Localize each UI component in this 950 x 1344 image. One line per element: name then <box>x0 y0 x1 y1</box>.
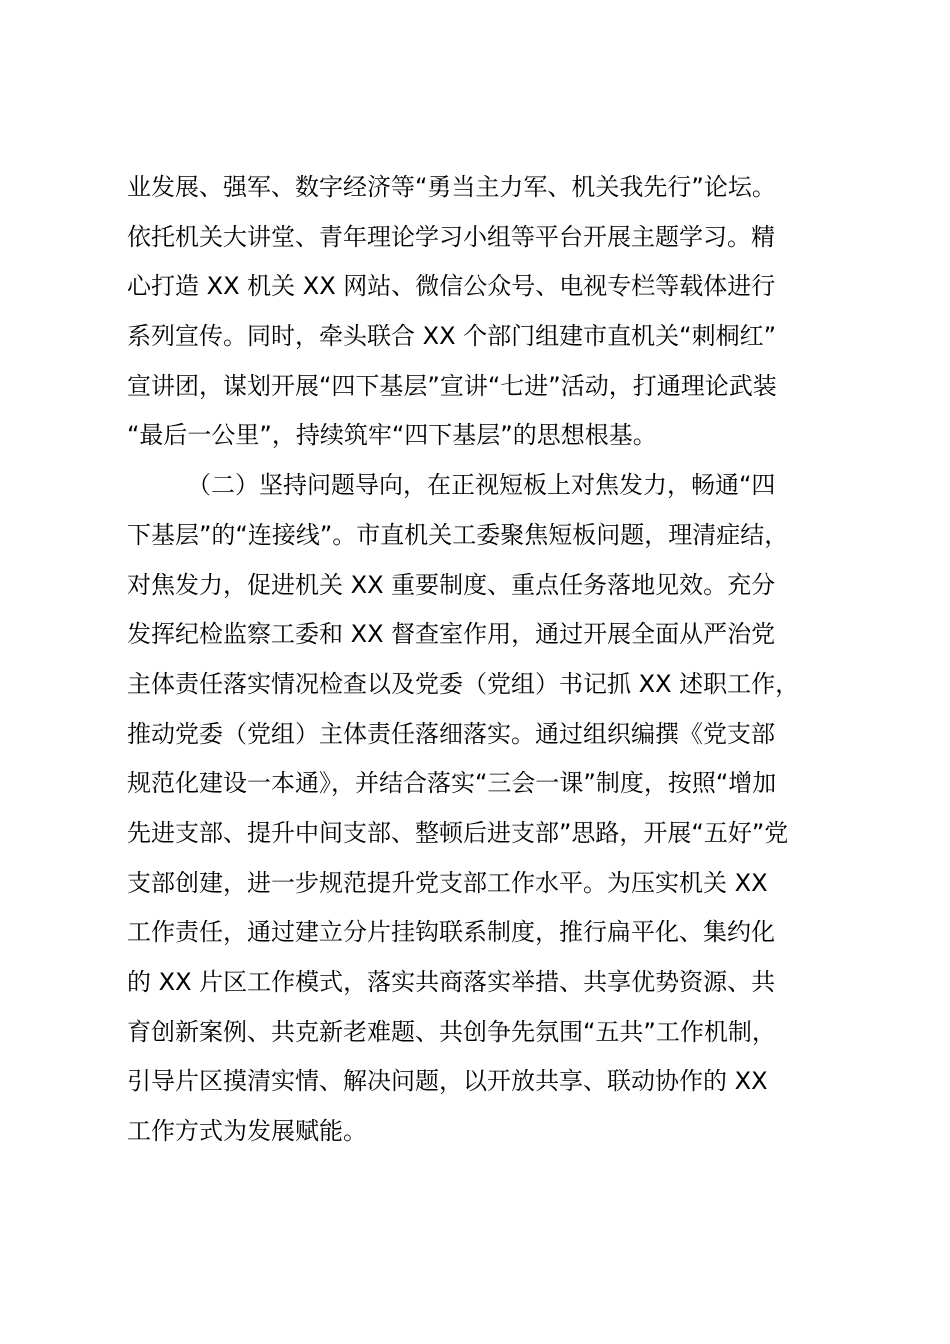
paragraph-2-line: 推动党委（党组）主体责任落细落实。通过组织编撰《党支部 <box>127 719 775 748</box>
paragraph-2-line: 发挥纪检监察工委和 XX 督查室作用，通过开展全面从严治党 <box>127 620 776 649</box>
paragraph-1-line: 业发展、强军、数字经济等“勇当主力军、机关我先行”论坛。 <box>127 173 776 201</box>
paragraph-1-line: 宣讲团，谋划开展“四下基层”宣讲“七进”活动，打通理论武装 <box>127 371 777 400</box>
paragraph-2 <box>127 461 847 1157</box>
paragraph-2-line: （二）坚持问题导向，在正视短板上对焦发力，畅通“四 <box>187 471 776 500</box>
paragraph-2-line: 工作责任，通过建立分片挂钩联系制度，推行扁平化、集约化 <box>127 918 775 947</box>
paragraph-1-line: 系列宣传。同时，牵头联合 XX 个部门组建市直机关“刺桐红” <box>127 322 777 351</box>
paragraph-2-line: 先进支部、提升中间支部、整顿后进支部”思路，开展“五好”党 <box>127 818 789 847</box>
paragraph-2-line: 工作方式为发展赋能。 <box>127 1117 367 1146</box>
document-body <box>127 163 847 1157</box>
paragraph-1-line: 心打造 XX 机关 XX 网站、微信公众号、电视专栏等载体进行 <box>127 272 776 301</box>
paragraph-1-line: “最后一公里”，持续筑牢“四下基层”的思想根基。 <box>127 421 657 450</box>
paragraph-1 <box>127 163 847 461</box>
paragraph-2-line: 主体责任落实情况检查以及党委（党组）书记抓 XX 述职工作， <box>127 669 800 698</box>
paragraph-2-line: 的 XX 片区工作模式，落实共商落实举措、共享优势资源、共 <box>127 968 776 996</box>
paragraph-2-line: 育创新案例、共克新老难题、共创争先氛围“五共”工作机制， <box>127 1017 776 1046</box>
paragraph-2-line: 支部创建，进一步规范提升党支部工作水平。为压实机关 XX <box>127 868 768 897</box>
paragraph-2-line: 规范化建设一本通》，并结合落实“三会一课”制度，按照“增加 <box>127 769 777 798</box>
paragraph-2-line: 下基层”的“连接线”。市直机关工委聚焦短板问题，理清症结， <box>127 520 789 549</box>
paragraph-2-line: 引导片区摸清实情、解决问题，以开放共享、联动协作的 XX <box>127 1067 768 1096</box>
paragraph-2-line: 对焦发力，促进机关 XX 重要制度、重点任务落地见效。充分 <box>127 570 776 599</box>
paragraph-1-line: 依托机关大讲堂、青年理论学习小组等平台开展主题学习。精 <box>127 222 775 251</box>
